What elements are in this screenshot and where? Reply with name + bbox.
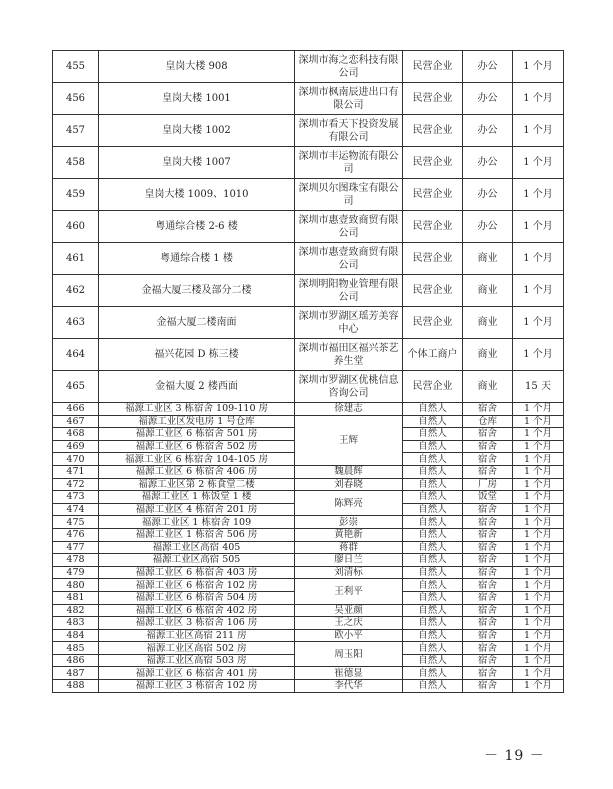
property-location: 福兴花园 D 栋三楼 [99, 339, 295, 371]
reduction-period: 1 个月 [513, 680, 564, 693]
tenant-type: 民营企业 [403, 371, 463, 403]
property-location: 福源工业区 6 栋宿舍 104-105 房 [99, 453, 295, 466]
tenant-name: 深圳市惠壹致商贸有限公司 [295, 243, 403, 275]
row-number: 465 [53, 371, 99, 403]
property-use: 商业 [463, 339, 513, 371]
property-location: 金福大厦 2 楼西面 [99, 371, 295, 403]
tenant-name: 王之庆 [295, 617, 403, 630]
row-number: 483 [53, 617, 99, 630]
row-number: 458 [53, 147, 99, 179]
table-row [53, 566, 564, 579]
tenant-type: 自然人 [403, 680, 463, 693]
tenant-type: 自然人 [403, 642, 463, 655]
tenant-type: 自然人 [403, 617, 463, 630]
table-row [53, 51, 564, 83]
reduction-period: 1 个月 [513, 629, 564, 642]
tenant-type: 自然人 [403, 465, 463, 478]
property-use: 宿舍 [463, 503, 513, 516]
tenant-name: 深圳市海之恋科技有限公司 [295, 51, 403, 83]
reduction-period: 1 个月 [513, 579, 564, 592]
row-number: 455 [53, 51, 99, 83]
row-number: 469 [53, 440, 99, 453]
tenant-type: 自然人 [403, 516, 463, 529]
reduction-period: 1 个月 [513, 179, 564, 211]
reduction-period: 1 个月 [513, 211, 564, 243]
reduction-period: 1 个月 [513, 528, 564, 541]
table-row [53, 211, 564, 243]
property-location: 福源工业区 6 栋宿舍 402 房 [99, 604, 295, 617]
tenant-type: 民营企业 [403, 147, 463, 179]
tenant-type: 自然人 [403, 453, 463, 466]
property-use: 宿舍 [463, 440, 513, 453]
property-use: 宿舍 [463, 453, 513, 466]
property-use: 办公 [463, 211, 513, 243]
reduction-period: 1 个月 [513, 307, 564, 339]
property-location: 粤通综合楼 2-6 楼 [99, 211, 295, 243]
reduction-period: 1 个月 [513, 465, 564, 478]
reduction-period: 1 个月 [513, 491, 564, 504]
table-row [53, 465, 564, 478]
property-use: 宿舍 [463, 516, 513, 529]
property-location: 福源工业区 1 栋饭堂 1 楼 [99, 491, 295, 504]
reduction-period: 1 个月 [513, 604, 564, 617]
property-use: 宿舍 [463, 642, 513, 655]
row-number: 487 [53, 667, 99, 680]
row-number: 460 [53, 211, 99, 243]
property-use: 宿舍 [463, 403, 513, 416]
row-number: 473 [53, 491, 99, 504]
property-location: 粤通综合楼 1 楼 [99, 243, 295, 275]
row-number: 484 [53, 629, 99, 642]
property-location: 福源工业区高宿 502 房 [99, 642, 295, 655]
table-row [53, 371, 564, 403]
reduction-period: 1 个月 [513, 428, 564, 441]
row-number: 461 [53, 243, 99, 275]
row-number: 481 [53, 591, 99, 604]
row-number: 472 [53, 478, 99, 491]
property-location: 皇岗大楼 1002 [99, 115, 295, 147]
table-row [53, 403, 564, 416]
table-row [53, 243, 564, 275]
reduction-period: 1 个月 [513, 403, 564, 416]
row-number: 479 [53, 566, 99, 579]
tenant-name: 欧小平 [295, 629, 403, 642]
property-location: 皇岗大楼 1009、1010 [99, 179, 295, 211]
reduction-period: 1 个月 [513, 83, 564, 115]
table-row [53, 478, 564, 491]
property-location: 福源工业区 4 栋宿舍 201 房 [99, 503, 295, 516]
tenant-type: 民营企业 [403, 179, 463, 211]
property-use: 厂房 [463, 478, 513, 491]
property-location: 福源工业区 3 栋宿舍 109-110 房 [99, 403, 295, 416]
tenant-type: 自然人 [403, 654, 463, 667]
tenant-name: 周玉阳 [295, 642, 403, 667]
property-location: 金福大厦二楼南面 [99, 307, 295, 339]
tenant-type: 自然人 [403, 403, 463, 416]
lease-table [52, 50, 564, 693]
table-row [53, 642, 564, 655]
property-use: 宿舍 [463, 629, 513, 642]
table-row [53, 541, 564, 554]
tenant-name: 魏晨辉 [295, 465, 403, 478]
tenant-name: 廖日兰 [295, 554, 403, 567]
table-row [53, 275, 564, 307]
property-location: 福源工业区 6 栋宿舍 102 房 [99, 579, 295, 592]
reduction-period: 1 个月 [513, 415, 564, 428]
tenant-type: 自然人 [403, 503, 463, 516]
reduction-period: 1 个月 [513, 566, 564, 579]
tenant-type: 民营企业 [403, 211, 463, 243]
tenant-name: 深圳市福田区福兴茶艺养生堂 [295, 339, 403, 371]
table-row [53, 667, 564, 680]
row-number: 466 [53, 403, 99, 416]
tenant-name: 王辉 [295, 415, 403, 465]
property-use: 宿舍 [463, 566, 513, 579]
property-use: 饭堂 [463, 491, 513, 504]
tenant-type: 自然人 [403, 579, 463, 592]
tenant-type: 自然人 [403, 566, 463, 579]
property-location: 福源工业区 3 栋宿舍 106 房 [99, 617, 295, 630]
tenant-name: 崔德显 [295, 667, 403, 680]
row-number: 459 [53, 179, 99, 211]
property-location: 金福大厦三楼及部分二楼 [99, 275, 295, 307]
page-number: － 19 － [484, 748, 545, 764]
property-use: 办公 [463, 83, 513, 115]
table-row [53, 617, 564, 630]
row-number: 485 [53, 642, 99, 655]
tenant-name: 深圳市枫南辰进出口有限公司 [295, 83, 403, 115]
reduction-period: 1 个月 [513, 541, 564, 554]
table-row [53, 554, 564, 567]
tenant-name: 深圳市罗湖区优桃信息咨询公司 [295, 371, 403, 403]
property-location: 福源工业区高宿 211 房 [99, 629, 295, 642]
tenant-type: 自然人 [403, 667, 463, 680]
tenant-type: 自然人 [403, 554, 463, 567]
property-use: 宿舍 [463, 604, 513, 617]
row-number: 463 [53, 307, 99, 339]
row-number: 468 [53, 428, 99, 441]
row-number: 477 [53, 541, 99, 554]
property-use: 宿舍 [463, 541, 513, 554]
property-location: 福源工业区 1 栋宿舍 506 房 [99, 528, 295, 541]
row-number: 464 [53, 339, 99, 371]
reduction-period: 1 个月 [513, 667, 564, 680]
tenant-type: 自然人 [403, 440, 463, 453]
table-row [53, 179, 564, 211]
property-use: 办公 [463, 115, 513, 147]
property-location: 福源工业区 1 栋宿舍 109 [99, 516, 295, 529]
row-number: 457 [53, 115, 99, 147]
tenant-type: 民营企业 [403, 275, 463, 307]
property-use: 仓库 [463, 415, 513, 428]
reduction-period: 1 个月 [513, 554, 564, 567]
table-row [53, 415, 564, 428]
row-number: 475 [53, 516, 99, 529]
reduction-period: 1 个月 [513, 591, 564, 604]
tenant-name: 蒋群 [295, 541, 403, 554]
table-row [53, 516, 564, 529]
property-location: 福源工业区高宿 505 [99, 554, 295, 567]
tenant-name: 彭崇 [295, 516, 403, 529]
lease-table-body [53, 51, 564, 693]
property-location: 福源工业区 6 栋宿舍 406 房 [99, 465, 295, 478]
reduction-period: 1 个月 [513, 516, 564, 529]
table-row [53, 680, 564, 693]
tenant-name: 徐建志 [295, 403, 403, 416]
tenant-name: 黄艳新 [295, 528, 403, 541]
table-row [53, 491, 564, 504]
lease-table-sheet [52, 50, 563, 693]
table-row [53, 528, 564, 541]
row-number: 482 [53, 604, 99, 617]
row-number: 478 [53, 554, 99, 567]
row-number: 486 [53, 654, 99, 667]
tenant-type: 民营企业 [403, 51, 463, 83]
property-use: 宿舍 [463, 528, 513, 541]
table-row [53, 83, 564, 115]
tenant-name: 深圳市罗湖区瑶芳美容中心 [295, 307, 403, 339]
reduction-period: 1 个月 [513, 147, 564, 179]
reduction-period: 1 个月 [513, 503, 564, 516]
property-location: 皇岗大楼 1007 [99, 147, 295, 179]
reduction-period: 1 个月 [513, 115, 564, 147]
tenant-type: 自然人 [403, 629, 463, 642]
property-location: 福源工业区 6 栋宿舍 403 房 [99, 566, 295, 579]
property-location: 福源工业区高宿 405 [99, 541, 295, 554]
tenant-type: 自然人 [403, 591, 463, 604]
table-row [53, 604, 564, 617]
tenant-type: 自然人 [403, 604, 463, 617]
tenant-type: 民营企业 [403, 83, 463, 115]
property-use: 办公 [463, 51, 513, 83]
property-location: 皇岗大楼 908 [99, 51, 295, 83]
property-use: 商业 [463, 243, 513, 275]
property-location: 福源工业区高宿 503 房 [99, 654, 295, 667]
property-location: 福源工业区 3 栋宿舍 102 房 [99, 680, 295, 693]
row-number: 467 [53, 415, 99, 428]
reduction-period: 1 个月 [513, 51, 564, 83]
table-row [53, 307, 564, 339]
property-use: 宿舍 [463, 554, 513, 567]
tenant-type: 自然人 [403, 541, 463, 554]
property-use: 宿舍 [463, 579, 513, 592]
table-row [53, 147, 564, 179]
reduction-period: 1 个月 [513, 339, 564, 371]
tenant-type: 自然人 [403, 415, 463, 428]
tenant-name: 深圳明阳物业管理有限公司 [295, 275, 403, 307]
property-use: 商业 [463, 275, 513, 307]
tenant-type: 民营企业 [403, 243, 463, 275]
table-row [53, 579, 564, 592]
row-number: 474 [53, 503, 99, 516]
tenant-name: 吴亚颜 [295, 604, 403, 617]
property-location: 福源工业区 6 栋宿舍 504 房 [99, 591, 295, 604]
property-use: 宿舍 [463, 465, 513, 478]
tenant-type: 民营企业 [403, 115, 463, 147]
property-use: 宿舍 [463, 617, 513, 630]
reduction-period: 1 个月 [513, 440, 564, 453]
row-number: 471 [53, 465, 99, 478]
tenant-name: 深圳市丰运物流有限公司 [295, 147, 403, 179]
row-number: 480 [53, 579, 99, 592]
tenant-name: 刘清标 [295, 566, 403, 579]
property-location: 皇岗大楼 1001 [99, 83, 295, 115]
row-number: 456 [53, 83, 99, 115]
reduction-period: 1 个月 [513, 654, 564, 667]
property-use: 宿舍 [463, 591, 513, 604]
tenant-type: 自然人 [403, 491, 463, 504]
table-row [53, 339, 564, 371]
reduction-period: 1 个月 [513, 275, 564, 307]
tenant-name: 深圳市惠壹致商贸有限公司 [295, 211, 403, 243]
tenant-type: 自然人 [403, 528, 463, 541]
tenant-name: 陈辉亮 [295, 491, 403, 516]
tenant-type: 自然人 [403, 478, 463, 491]
property-location: 福源工业区 6 栋宿舍 401 房 [99, 667, 295, 680]
property-use: 宿舍 [463, 667, 513, 680]
tenant-type: 个体工商户 [403, 339, 463, 371]
property-use: 商业 [463, 371, 513, 403]
reduction-period: 15 天 [513, 371, 564, 403]
property-use: 宿舍 [463, 680, 513, 693]
tenant-name: 深圳市看天下投资发展有限公司 [295, 115, 403, 147]
property-use: 办公 [463, 179, 513, 211]
tenant-name: 刘春晓 [295, 478, 403, 491]
row-number: 470 [53, 453, 99, 466]
row-number: 488 [53, 680, 99, 693]
tenant-name: 王利平 [295, 579, 403, 604]
property-location: 福源工业区 6 栋宿舍 502 房 [99, 440, 295, 453]
reduction-period: 1 个月 [513, 642, 564, 655]
property-use: 办公 [463, 147, 513, 179]
table-row [53, 115, 564, 147]
property-use: 宿舍 [463, 428, 513, 441]
property-use: 商业 [463, 307, 513, 339]
tenant-type: 自然人 [403, 428, 463, 441]
row-number: 476 [53, 528, 99, 541]
reduction-period: 1 个月 [513, 478, 564, 491]
table-row [53, 629, 564, 642]
tenant-name: 李代华 [295, 680, 403, 693]
tenant-name: 深圳贝尔图珠宝有限公司 [295, 179, 403, 211]
property-location: 福源工业区 6 栋宿舍 501 房 [99, 428, 295, 441]
reduction-period: 1 个月 [513, 243, 564, 275]
tenant-type: 民营企业 [403, 307, 463, 339]
property-location: 福源工业区发电房 1 号仓库 [99, 415, 295, 428]
property-use: 宿舍 [463, 654, 513, 667]
property-location: 福源工业区第 2 栋食堂二楼 [99, 478, 295, 491]
reduction-period: 1 个月 [513, 453, 564, 466]
row-number: 462 [53, 275, 99, 307]
reduction-period: 1 个月 [513, 617, 564, 630]
